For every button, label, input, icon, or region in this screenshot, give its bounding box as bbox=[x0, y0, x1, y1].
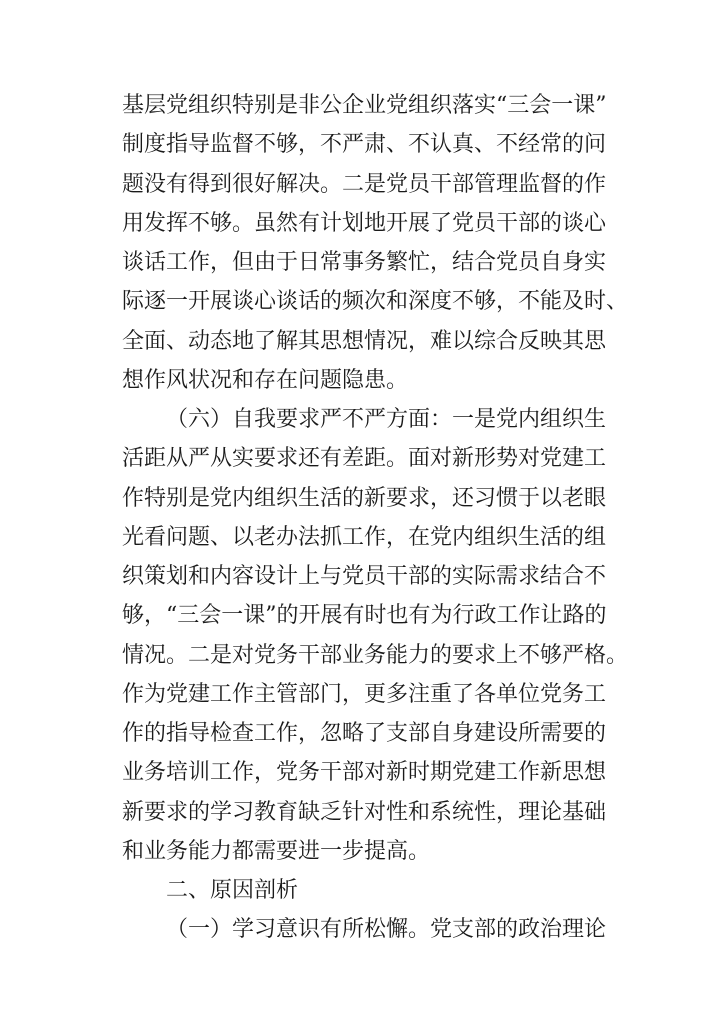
text-line: 光看问题、以老办法抓工作，在党内组织生活的组 bbox=[122, 524, 607, 550]
text-line: 业务培训工作，党务干部对新时期党建工作新思想 bbox=[122, 760, 607, 786]
text-line: 情况。二是对党务干部业务能力的要求上不够严格。 bbox=[122, 642, 629, 668]
text-line: 作特别是党内组织生活的新要求，还习惯于以老眼 bbox=[122, 485, 607, 511]
text-line: 织策划和内容设计上与党员干部的实际需求结合不 bbox=[122, 564, 607, 589]
text-line: 够，“三会一课”的开展有时也有为行政工作让路的 bbox=[122, 603, 607, 629]
text-line: 全面、动态地了解其思想情况，难以综合反映其思 bbox=[122, 328, 607, 354]
text-line: 作为党建工作主管部门，更多注重了各单位党务工 bbox=[122, 681, 607, 707]
text-line: 际逐一开展谈心谈话的频次和深度不够，不能及时、 bbox=[122, 289, 629, 315]
text-line: 作的指导检查工作，忽略了支部自身建设所需要的 bbox=[122, 721, 607, 746]
text-line: 想作风状况和存在问题隐患。 bbox=[122, 367, 409, 393]
text-line: 新要求的学习教育缺乏针对性和系统性，理论基础 bbox=[122, 799, 607, 825]
paragraph-start-line: （一）学习意识有所松懈。党支部的政治理论 bbox=[166, 917, 607, 943]
paragraph-start-line: （六）自我要求严不严方面：一是党内组织生 bbox=[166, 407, 607, 432]
text-line: 制度指导监督不够，不严肃、不认真、不经常的问 bbox=[122, 132, 607, 158]
document-body bbox=[122, 86, 629, 950]
text-line: 谈话工作，但由于日常事务繁忙，结合党员自身实 bbox=[122, 250, 607, 275]
text-line: 题没有得到很好解决。二是党员干部管理监督的作 bbox=[122, 171, 607, 197]
text-line: 活距从严从实要求还有差距。面对新形势对党建工 bbox=[122, 446, 607, 472]
text-line: 用发挥不够。虽然有计划地开展了党员干部的谈心 bbox=[122, 210, 607, 236]
text-line: 和业务能力都需要进一步提高。 bbox=[122, 838, 431, 864]
text-line: 基层党组织特别是非公企业党组织落实“三会一课” bbox=[122, 93, 607, 118]
section-heading: 二、原因剖析 bbox=[166, 878, 299, 903]
